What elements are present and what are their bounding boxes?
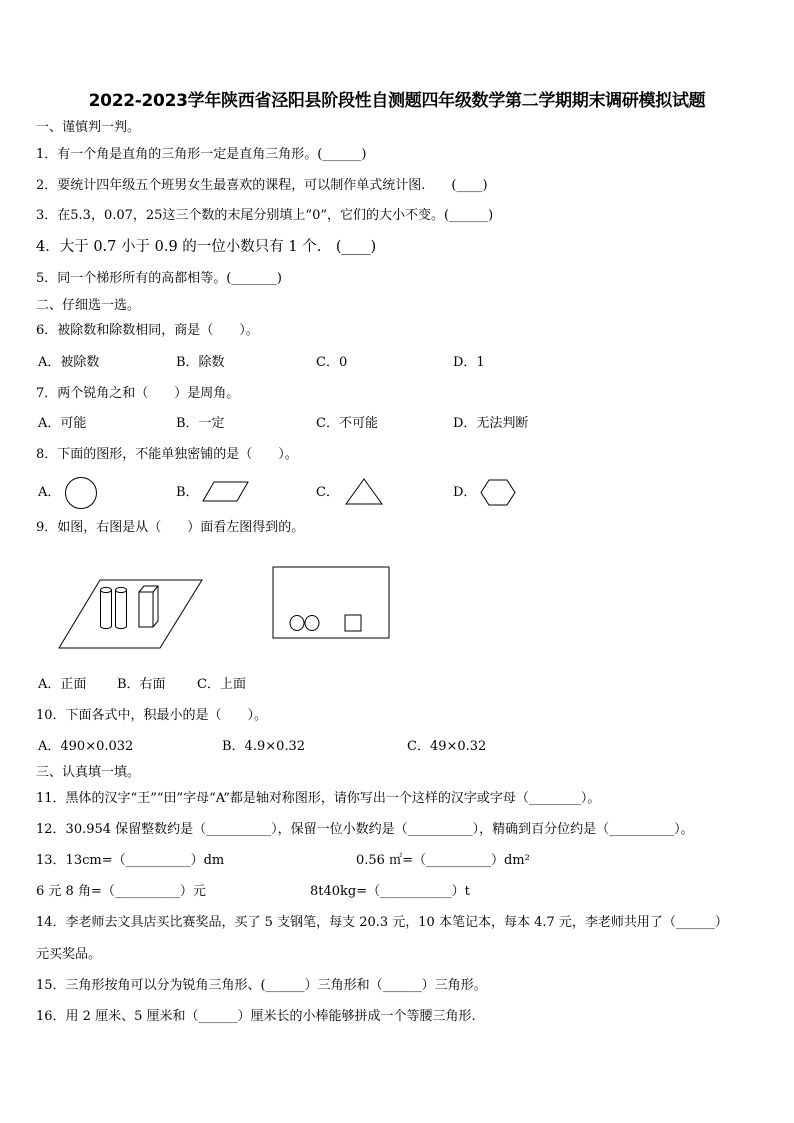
q9-right-figure bbox=[272, 566, 392, 640]
q6-option-c: C．0 bbox=[316, 355, 348, 370]
page-title: 2022-2023学年陕西省泾阳县阶段性自测题四年级数学第二学期期末调研模拟试题 bbox=[88, 91, 706, 111]
section-heading-2: 二、仔细选一选。 bbox=[36, 298, 141, 313]
question-6: 6．被除数和除数相同，商是（ ）。 bbox=[36, 323, 259, 338]
question-9: 9．如图，右图是从（ ）面看左图得到的。 bbox=[36, 520, 305, 535]
q7-option-d: D．无法判断 bbox=[453, 416, 529, 431]
question-2: 2．要统计四年级五个班男女生最喜欢的课程，可以制作单式统计图. (____) bbox=[36, 178, 488, 193]
q6-option-a: A．被除数 bbox=[38, 355, 100, 370]
q6-option-d: D．1 bbox=[453, 355, 485, 370]
question-13-part-b: 0.56 ㎡=（__________）dm² bbox=[356, 853, 530, 868]
section-heading-1: 一、谨慎判一判。 bbox=[36, 120, 141, 135]
question-11: 11．黑体的汉字“王”“田”字母“A”都是轴对称图形，请你写出一个这样的汉字或字母（________）。 bbox=[36, 791, 601, 806]
question-7: 7．两个锐角之和（ ）是周角。 bbox=[36, 386, 240, 401]
parallelogram-icon bbox=[202, 481, 250, 503]
q7-option-b: B．一定 bbox=[176, 416, 225, 431]
section-heading-3: 三、认真填一填。 bbox=[36, 765, 141, 780]
q9-option-b: B．右面 bbox=[117, 677, 166, 692]
q10-option-c: C．49×0.32 bbox=[407, 739, 487, 754]
q9-left-figure bbox=[58, 578, 204, 650]
q8-option-d: D． bbox=[453, 485, 477, 500]
question-15: 15．三角形按角可以分为锐角三角形、(______）三角形和（______）三角形。 bbox=[36, 978, 487, 993]
question-14: 14．李老师去文具店买比赛奖品，买了 5 支钢笔，每支 20.3 元，10 本笔记本，每本 4.7 元，李老师共用了（______） bbox=[36, 915, 728, 930]
hexagon-icon bbox=[479, 479, 517, 507]
question-16: 16．用 2 厘米、5 厘米和（______）厘米长的小棒能够拼成一个等腰三角形. bbox=[36, 1009, 476, 1024]
question-13-part-d: 8t40kg=（___________）t bbox=[310, 884, 470, 899]
question-13-part-a: 13．13cm=（__________）dm bbox=[36, 853, 225, 868]
question-4: 4．大于 0.7 小于 0.9 的一位小数只有 1 个. (____) bbox=[36, 239, 377, 255]
question-10: 10．下面各式中，积最小的是（ ）。 bbox=[36, 708, 268, 723]
question-12: 12．30.954 保留整数约是（__________），保留一位小数约是（__________），精确到百分位约是（__________）。 bbox=[36, 822, 694, 837]
question-8: 8．下面的图形，不能单独密铺的是（ ）。 bbox=[36, 447, 298, 462]
question-3: 3．在5.3，0.07，25这三个数的末尾分别填上“0”，它们的大小不变。(______) bbox=[36, 208, 494, 223]
q6-option-b: B．除数 bbox=[176, 355, 225, 370]
q10-option-a: A．490×0.032 bbox=[38, 739, 134, 754]
q9-option-c: C．上面 bbox=[197, 677, 246, 692]
question-13-part-c: 6 元 8 角=（__________）元 bbox=[36, 884, 206, 899]
circle-icon bbox=[64, 476, 100, 510]
q8-option-c: C． bbox=[316, 485, 339, 500]
q10-option-b: B．4.9×0.32 bbox=[222, 739, 306, 754]
q7-option-a: A．可能 bbox=[38, 416, 87, 431]
q8-option-a: A． bbox=[38, 485, 61, 500]
question-5: 5．同一个梯形所有的高都相等。(_______) bbox=[36, 271, 282, 286]
q9-option-a: A．正面 bbox=[38, 677, 87, 692]
triangle-icon bbox=[344, 478, 384, 506]
q7-option-c: C．不可能 bbox=[316, 416, 378, 431]
q8-option-b: B． bbox=[176, 485, 199, 500]
question-1: 1．有一个角是直角的三角形一定是直角三角形。(______) bbox=[36, 147, 367, 162]
question-14-continued: 元买奖品。 bbox=[36, 947, 102, 962]
